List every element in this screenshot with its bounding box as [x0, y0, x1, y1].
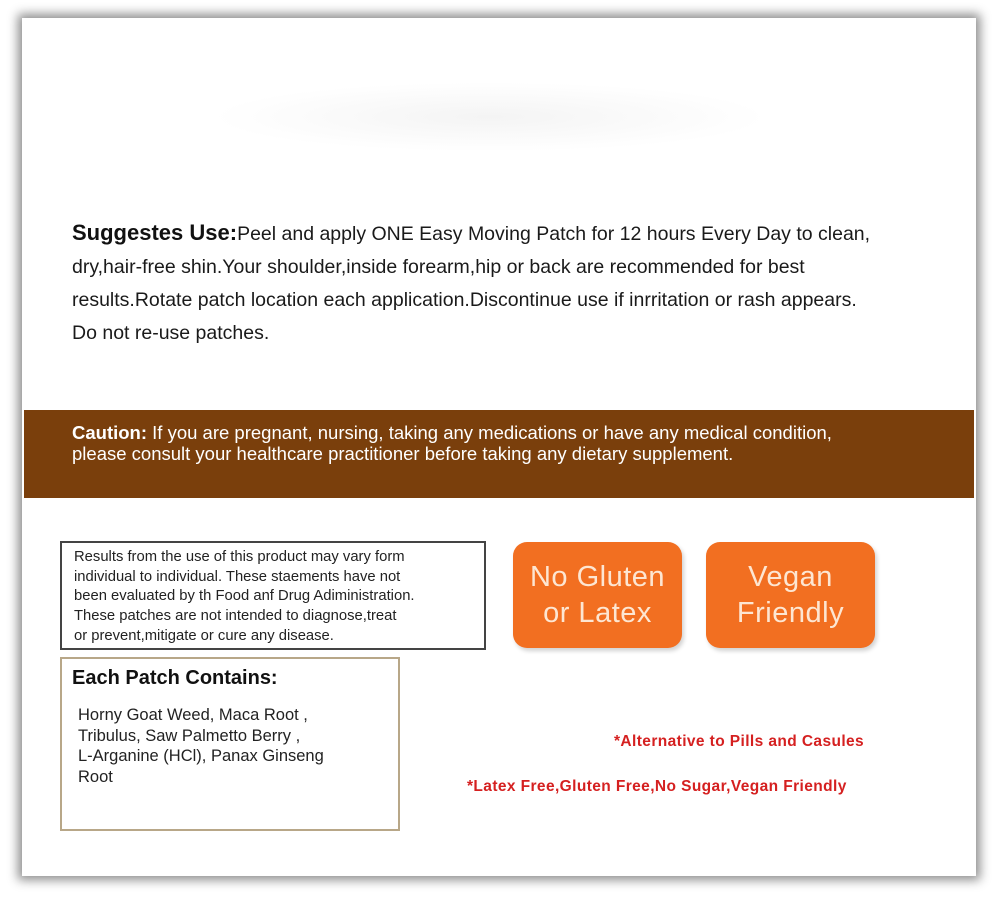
ingredient-line-1: Horny Goat Weed, Maca Root ,: [78, 706, 308, 724]
vegan-friendly-badge: Vegan Friendly: [706, 542, 875, 648]
usage-line-1: [72, 216, 952, 251]
disclaimer-line-4: These patches are not intended to diagnose,treat: [74, 608, 397, 625]
disclaimer-line-2: individual to individual. These staements have not: [74, 568, 401, 585]
ingredient-line-3: L-Arganine (HCl), Panax Ginseng: [78, 747, 324, 765]
ingredients-box: [60, 657, 400, 831]
usage-line-2: dry,hair-free shin.Your shoulder,inside forearm,hip or back are recommended for best: [72, 256, 805, 278]
suggested-use-section: [72, 216, 952, 350]
caution-text-1: If you are pregnant, nursing, taking any medications or have any medical condition,: [152, 422, 832, 443]
caution-banner: [24, 410, 974, 498]
usage-line-4: Do not re-use patches.: [72, 322, 270, 344]
ingredient-line-4: Root: [78, 767, 113, 786]
faded-header-area: [210, 82, 770, 152]
alternative-note: *Alternative to Pills and Casules: [614, 733, 865, 750]
usage-text-1: Peel and apply ONE Easy Moving Patch for 12 hours Every Day to clean,: [237, 223, 871, 245]
ingredients-list: [78, 705, 388, 787]
fda-disclaimer-box: [60, 541, 486, 650]
no-gluten-latex-badge: No Gluten or Latex: [513, 542, 682, 648]
disclaimer-line-5: or prevent,mitigate or cure any disease.: [74, 627, 334, 644]
caution-line-1: [72, 422, 952, 443]
ingredients-heading: Each Patch Contains:: [72, 667, 278, 689]
ingredient-line-2: Tribulus, Saw Palmetto Berry ,: [78, 726, 301, 745]
caution-text: [72, 422, 952, 464]
usage-heading: Suggestes Use:: [72, 220, 238, 245]
caution-line-2: please consult your healthcare practitioner before taking any dietary supplement.: [72, 443, 734, 464]
caution-heading: Caution:: [72, 422, 148, 443]
disclaimer-line-1: Results from the use of this product may vary form: [74, 549, 405, 565]
usage-line-3: results.Rotate patch location each application.Discontinue use if inrritation or rash appears.: [72, 289, 857, 311]
disclaimer-line-3: been evaluated by th Food anf Drug Adiministration.: [74, 588, 415, 605]
free-from-note: *Latex Free,Gluten Free,No Sugar,Vegan Friendly: [467, 778, 847, 795]
